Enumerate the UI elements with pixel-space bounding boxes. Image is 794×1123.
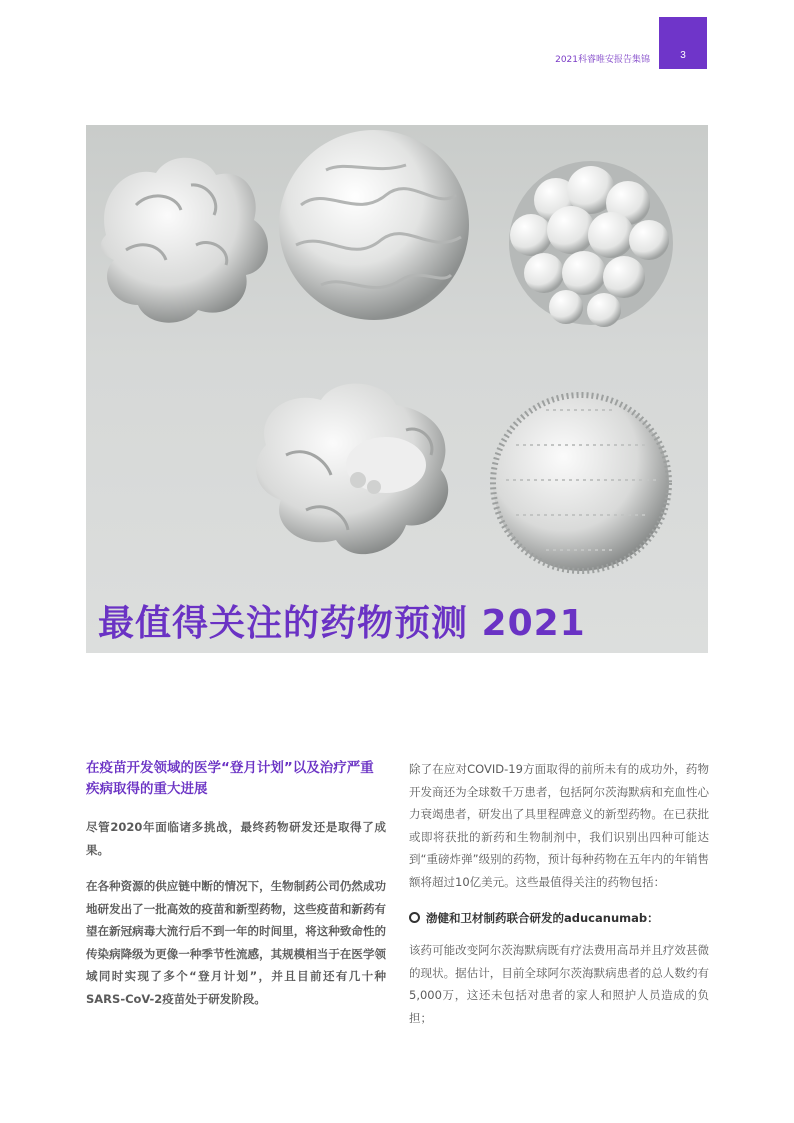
drug-subheading-text: 渤健和卫材制药联合研发的aducanumab：	[426, 911, 659, 925]
intro-paragraph: 尽管2020年面临诸多挑战，最终药物研发还是取得了成果。	[86, 820, 386, 857]
ring-bullet-icon	[409, 912, 420, 923]
ruffled-molecule-1	[101, 158, 268, 323]
wrinkled-molecule-2	[279, 130, 469, 320]
drug-subheading	[409, 907, 709, 929]
hero-banner	[86, 125, 708, 653]
header-title: 2021科睿唯安报告集锦	[555, 55, 650, 65]
left-column	[86, 758, 386, 1024]
crumpled-molecule-4	[256, 384, 448, 555]
right-column	[409, 758, 709, 1043]
bubbly-molecule-3	[509, 161, 673, 327]
body-paragraph: 在各种资源的供应链中断的情况下，生物制药公司仍然成功地研发出了一批高效的疫苗和新型药物，这些疫苗和新药有望在新冠病毒大流行后不到一年的时间里，将这种致命性的传染病降级为更像一种季节性流感，其规模相当于在医学领域同时实现了多个“登月计划”，并且目前还有几十种SARS-CoV-2疫苗处于研发阶段。	[86, 879, 386, 1006]
page-number-tab	[659, 17, 707, 69]
drug-description: 该药可能改变阿尔茨海默病既有疗法费用高昂并且疗效甚微的现状。据估计，目前全球阿尔茨海默病患者的总人数约有5,000万，这还未包括对患者的家人和照护人员造成的负担；	[409, 943, 709, 1025]
hero-title: 最值得关注的药物预测 2021	[98, 603, 586, 644]
body-paragraph-right: 除了在应对COVID-19方面取得的前所未有的成功外，药物开发商还为全球数千万患者，包括阿尔茨海默病和充血性心力衰竭患者，研发出了具里程碑意义的新型药物。在已获批或即将获批的新药和生物制剂中，我们识别出四种可能达到“重磅炸弹”级别的药物，预计每种药物在五年内的年销售额将超过10亿美元。这些最值得关注的药物包括：	[409, 762, 709, 889]
section-heading: 在疫苗开发领域的医学“登月计划”以及治疗严重疾病取得的重大进展	[86, 760, 374, 797]
spiky-molecule-5	[493, 395, 669, 571]
page-number: 3	[680, 50, 686, 61]
molecule-spheres-image	[86, 125, 708, 653]
